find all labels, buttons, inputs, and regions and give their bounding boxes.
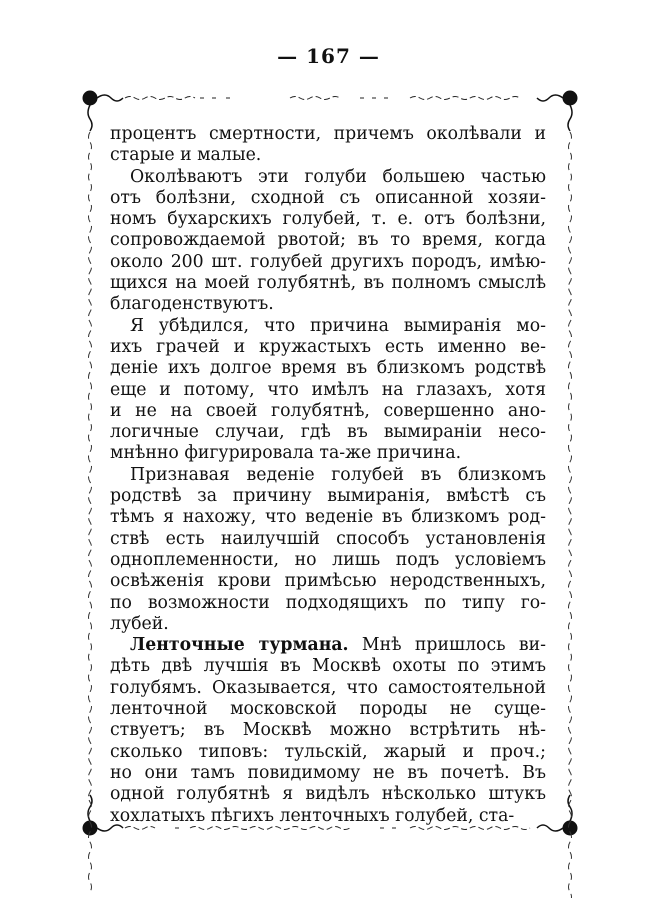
text-line: отъ болѣзни, сходной съ описанной хозяи-	[110, 187, 546, 208]
text-line: одноплеменности, но лишь подъ условіемъ	[110, 549, 546, 570]
text-line: и не на своей голубятнѣ, совершенно ано-	[110, 400, 546, 421]
text-line: ленточной московской породы не суще-	[110, 699, 546, 720]
section-lead: Ленточные турмана.	[130, 635, 349, 656]
text-line: ихъ грачей и кружастыхъ есть именно ве-	[110, 336, 546, 357]
left-border-line	[89, 132, 92, 892]
text-line: благоденствуютъ.	[110, 294, 274, 315]
text-line: Околѣваютъ эти голуби большею частью	[130, 166, 546, 187]
text-line: ствѣ есть наилучшій способъ установленія	[110, 528, 546, 549]
text-line: голубямъ. Оказывается, что самостоятельной	[110, 677, 546, 698]
text-line: мнѣнно фигурировала та-же причина.	[110, 443, 462, 464]
paragraph-2	[110, 167, 546, 316]
paragraph-4	[110, 465, 546, 635]
paragraph-5	[110, 635, 546, 827]
paragraph-1	[110, 124, 546, 167]
text-line: освѣженія крови примѣсью неродственныхъ,	[110, 571, 546, 592]
text-line: дѣть двѣ лучшія въ Москвѣ охоты по этимъ	[110, 656, 546, 677]
top-border-line	[125, 97, 520, 100]
text-line: старые и малые.	[110, 145, 262, 166]
text-line: тѣмъ я нахожу, что веденіе въ близкомъ род-	[110, 507, 546, 528]
text-line: лубей.	[110, 613, 169, 634]
bottom-border-line	[125, 827, 530, 830]
text-line	[110, 635, 546, 656]
text-line: сопровождаемой рвотой; въ то время, когда	[110, 230, 546, 251]
text-line: логичные случаи, гдѣ въ вымираніи несо-	[110, 422, 546, 443]
text-line: номъ бухарскихъ голубей, т. е. отъ болѣзни,	[110, 209, 546, 230]
text-line: но они тамъ повидимому не въ почетѣ. Въ	[110, 762, 546, 783]
text-line: около 200 шт. голубей другихъ породъ, имѣю-	[110, 251, 546, 272]
text-line: Признавая веденіе голубей въ близкомъ	[130, 464, 546, 485]
paragraph-3	[110, 316, 546, 465]
text-fragment: Мнѣ пришлось ви-	[348, 635, 546, 656]
text-line: родствѣ за причину вымиранія, вмѣстѣ съ	[110, 486, 546, 507]
text-line: Я убѣдился, что причина вымиранія мо-	[130, 315, 546, 336]
text-line: ствуетъ; въ Москвѣ можно встрѣтить нѣ-	[110, 720, 546, 741]
text-line: одной голубятнѣ я видѣлъ нѣсколько штукъ	[110, 784, 546, 805]
body-text	[110, 124, 546, 827]
text-line: по возможности подходящихъ по типу го-	[110, 592, 546, 613]
text-line: еще и потому, что имѣлъ на глазахъ, хотя	[110, 379, 546, 400]
text-line: щихся на моей голубятнѣ, въ полномъ смыслѣ	[110, 273, 546, 294]
text-line: процентъ смертности, причемъ околѣвали и	[110, 124, 546, 144]
page-number: — 167 —	[277, 44, 380, 68]
text-line: хохлатыхъ пѣгихъ ленточныхъ голубей, ста-	[110, 805, 515, 826]
right-border-line	[569, 132, 572, 898]
text-line: деніе ихъ долгое время въ близкомъ родствѣ	[110, 358, 546, 379]
text-line: сколько типовъ: тульскій, жарый и проч.;	[110, 741, 546, 762]
